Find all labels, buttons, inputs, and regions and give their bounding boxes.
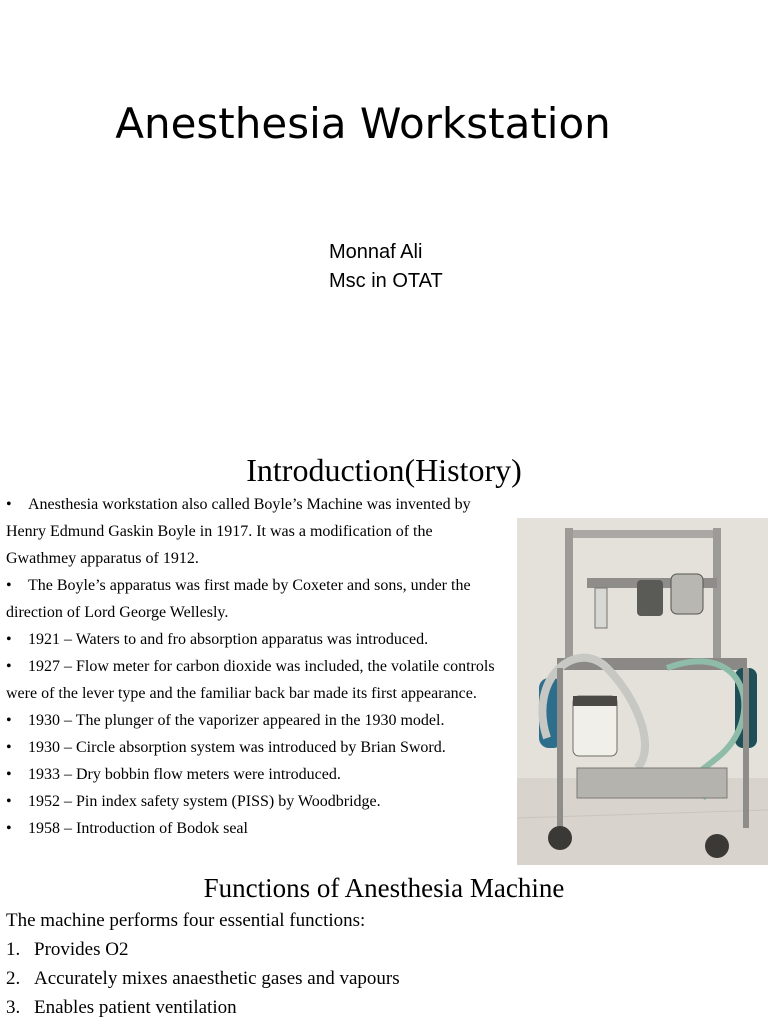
author-name: Monnaf Ali (329, 241, 423, 263)
bullet-icon: • (6, 712, 12, 729)
bullet-icon: • (6, 658, 12, 675)
history-list (6, 491, 506, 842)
history-text: Anesthesia workstation also called Boyle’s Machine was invented by Henry Edmund Gaskin Boyle in 1917. It was a modification of the Gwathmey apparatus of 1912. (6, 496, 471, 567)
anesthesia-machine-illustration (517, 518, 768, 865)
list-item (6, 993, 400, 1022)
bullet-icon: • (6, 793, 12, 810)
bullet-icon: • (6, 496, 12, 513)
list-item (6, 788, 506, 815)
frame-post-right (713, 528, 721, 658)
functions-list (6, 935, 400, 1022)
history-text: 1958 – Introduction of Bodok seal (28, 820, 248, 837)
wheel-left (548, 826, 572, 850)
bullet-icon: • (6, 820, 12, 837)
list-item (6, 935, 400, 964)
history-text: 1930 – Circle absorption system was introduced by Brian Sword. (28, 739, 446, 756)
vaporizer-right (671, 574, 703, 614)
absorber-lid (573, 696, 617, 706)
list-item (6, 572, 506, 626)
author-degree: Msc in OTAT (329, 270, 443, 292)
list-number: 1. (6, 939, 21, 960)
bullet-icon: • (6, 577, 12, 594)
history-text: 1927 – Flow meter for carbon dioxide was included, the volatile controls were of the lever type and the familiar back bar made its first appearance. (6, 658, 495, 702)
history-text: 1952 – Pin index safety system (PISS) by Woodbridge. (28, 793, 381, 810)
wheel-right (705, 834, 729, 858)
author-block (329, 238, 443, 296)
leg-right (743, 668, 749, 828)
list-number: 2. (6, 968, 21, 989)
anesthesia-machine-photo (517, 518, 768, 865)
list-item (6, 707, 506, 734)
list-item (6, 734, 506, 761)
frame-post-left (565, 528, 573, 658)
top-shelf (569, 530, 719, 538)
list-item (6, 626, 506, 653)
slide-title: Anesthesia Workstation (115, 99, 611, 148)
history-text: The Boyle’s apparatus was first made by Coxeter and sons, under the direction of Lord George Wellesly. (6, 577, 471, 621)
function-text: Enables patient ventilation (34, 997, 237, 1018)
functions-intro: The machine performs four essential functions: (6, 910, 366, 931)
flowmeter-tube (595, 588, 607, 628)
lower-tray (577, 768, 727, 798)
list-item (6, 815, 506, 842)
bullet-icon: • (6, 766, 12, 783)
functions-heading: Functions of Anesthesia Machine (203, 873, 565, 903)
list-item (6, 964, 400, 993)
bullet-icon: • (6, 631, 12, 648)
bullet-icon: • (6, 739, 12, 756)
function-text: Provides O2 (34, 939, 129, 960)
list-number: 3. (6, 997, 21, 1018)
list-item (6, 653, 506, 707)
history-text: 1921 – Waters to and fro absorption apparatus was introduced. (28, 631, 429, 648)
intro-heading: Introduction(History) (246, 452, 522, 488)
list-item (6, 491, 506, 572)
history-text: 1930 – The plunger of the vaporizer appeared in the 1930 model. (28, 712, 445, 729)
leg-left (557, 668, 563, 828)
vaporizer-left (637, 580, 663, 616)
list-item (6, 761, 506, 788)
function-text: Accurately mixes anaesthetic gases and vapours (34, 968, 400, 989)
history-text: 1933 – Dry bobbin flow meters were introduced. (28, 766, 341, 783)
